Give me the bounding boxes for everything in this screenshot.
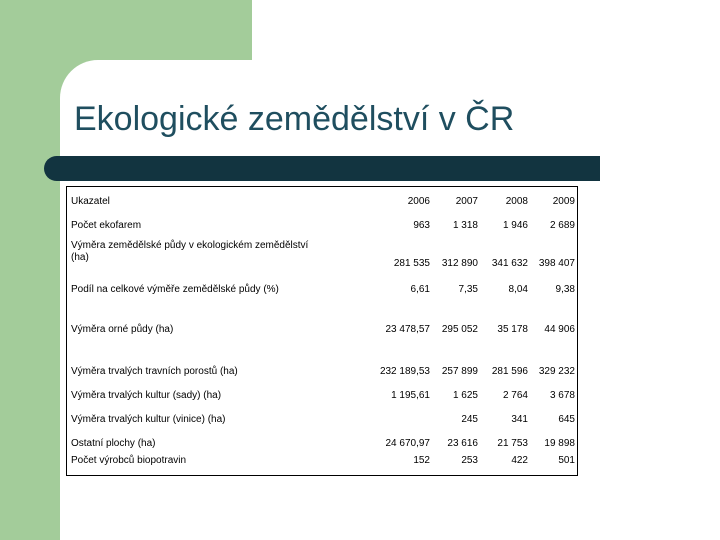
title-underline-bar xyxy=(44,156,600,181)
row-label: Počet výrobců biopotravin xyxy=(71,455,187,466)
table-cell: 6,61 xyxy=(410,284,430,295)
table-cell: 1 195,61 xyxy=(391,390,430,401)
table-cell: 1 625 xyxy=(452,390,478,401)
table-cell: 341 632 xyxy=(491,258,528,269)
header-cell: 2006 xyxy=(407,196,430,207)
table-cell: 329 232 xyxy=(538,366,575,377)
table-cell: 152 xyxy=(413,455,430,466)
table-cell xyxy=(318,402,433,426)
table-cell: 501 xyxy=(558,455,575,466)
table-cell: 312 890 xyxy=(441,258,478,269)
row-label: Ostatní plochy (ha) xyxy=(71,438,156,449)
table-row xyxy=(68,296,578,336)
table-cell: 1 318 xyxy=(452,220,478,231)
table-cell: 23 478,57 xyxy=(385,324,430,335)
header-cell: Ukazatel xyxy=(71,196,110,207)
table-cell: 398 407 xyxy=(538,258,575,269)
table-row xyxy=(68,336,578,378)
table-cell: 2 689 xyxy=(549,220,575,231)
decor-green-top-band xyxy=(60,0,252,60)
table-cell: 1 946 xyxy=(502,220,528,231)
statistics-table xyxy=(68,188,578,475)
table-cell: 645 xyxy=(558,414,575,425)
row-label: Výměra trvalých travních porostů (ha) xyxy=(71,366,238,377)
table-cell: 3 678 xyxy=(549,390,575,401)
table-cell: 19 898 xyxy=(544,438,575,449)
table-cell: 281 535 xyxy=(393,258,430,269)
table-cell: 281 596 xyxy=(491,366,528,377)
table-cell: 245 xyxy=(461,414,478,425)
table-cell: 23 616 xyxy=(447,438,478,449)
table-row xyxy=(68,232,578,270)
table-cell: 232 189,53 xyxy=(379,366,430,377)
table-row xyxy=(68,270,578,296)
table-cell: 295 052 xyxy=(441,324,478,335)
table-header-row xyxy=(68,188,578,210)
row-label: Výměra trvalých kultur (sady) (ha) xyxy=(71,390,222,401)
table-row xyxy=(68,450,578,475)
table-cell: 35 178 xyxy=(497,324,528,335)
table-cell: 422 xyxy=(511,455,528,466)
table-row xyxy=(68,378,578,402)
table-cell: 2 764 xyxy=(502,390,528,401)
table-cell: 7,35 xyxy=(458,284,478,295)
header-cell: 2008 xyxy=(505,196,528,207)
table-row xyxy=(68,210,578,232)
decor-green-sidebar xyxy=(0,0,60,540)
slide-title: Ekologické zemědělství v ČR xyxy=(74,100,515,138)
table-cell: 8,04 xyxy=(508,284,528,295)
table-row xyxy=(68,426,578,450)
table-cell: 24 670,97 xyxy=(385,438,430,449)
table-cell: 257 899 xyxy=(441,366,478,377)
row-label: Počet ekofarem xyxy=(71,220,142,231)
table-cell: 21 753 xyxy=(497,438,528,449)
table-cell: 253 xyxy=(461,455,478,466)
row-label: Výměra orné půdy (ha) xyxy=(71,324,174,335)
header-cell: 2009 xyxy=(552,196,575,207)
row-label: Podíl na celkové výměře zemědělské půdy (%) xyxy=(71,284,279,295)
row-label: Výměra trvalých kultur (vinice) (ha) xyxy=(71,414,226,425)
table-row xyxy=(68,402,578,426)
header-cell: 2007 xyxy=(455,196,478,207)
row-label: Výměra zemědělské půdy v ekologickém zemědělství (ha) xyxy=(71,240,309,263)
table-cell: 341 xyxy=(511,414,528,425)
table-cell: 963 xyxy=(413,220,430,231)
table-cell: 44 906 xyxy=(544,324,575,335)
table-cell: 9,38 xyxy=(555,284,575,295)
